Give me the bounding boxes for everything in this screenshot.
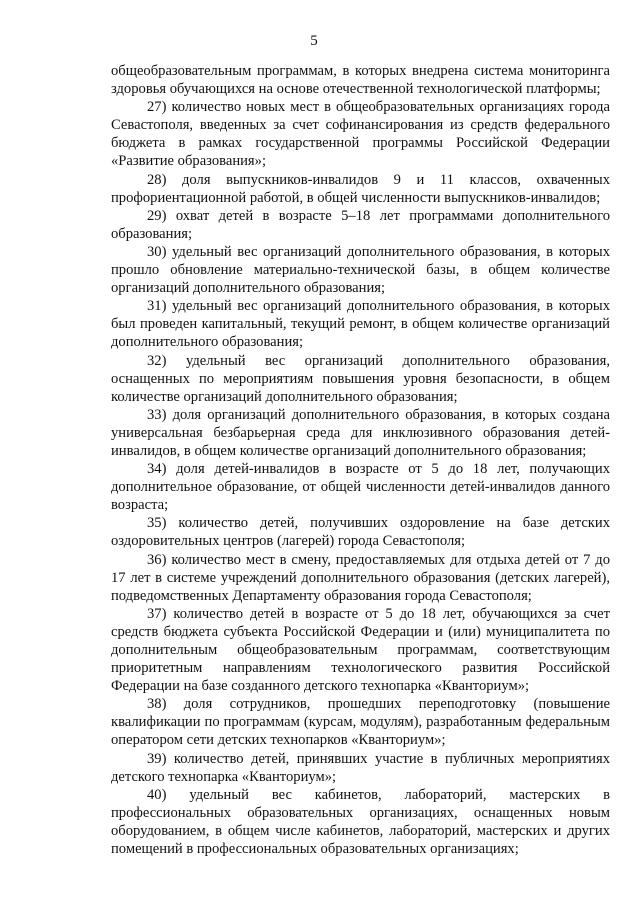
paragraph-item-30: 30) удельный вес организаций дополнительного образования, в которых прошло обновление материально-технической базы, в общем количестве организаций дополнительного образования;: [111, 243, 610, 297]
paragraph-item-27: 27) количество новых мест в общеобразовательных организациях города Севастополя, введенных за счет софинансирования из средств федерального бюджета в рамках государственной программы Российской Федерации «Развитие образования»;: [111, 99, 610, 170]
paragraph-item-39: 39) количество детей, принявших участие в публичных мероприятиях детского технопарка «Кванториум»;: [111, 750, 610, 785]
paragraph-item-33: 33) доля организаций дополнительного образования, в которых создана универсальная безбарьерная среда для инклюзивного образования детей-инвалидов, в общем количестве организаций дополнительного образования;: [111, 406, 610, 459]
paragraph-item-37: 37) количество детей в возрасте от 5 до 18 лет, обучающихся за счет средств бюджета субъекта Российской Федерации и (или) муниципалитета по дополнительным общеобразовательным программам, соответствующим приоритетным направлениям технологического развития Российской Федерации на базе созданного детского технопарка «Кванториум»;: [111, 605, 610, 695]
paragraph-item-34: 34) доля детей-инвалидов в возрасте от 5 до 18 лет, получающих дополнительное образование, от общей численности детей-инвалидов данного возраста;: [111, 461, 610, 514]
page-number: 5: [310, 33, 318, 49]
paragraph-item-36: 36) количество мест в смену, предоставляемых для отдыха детей от 7 до 17 лет в системе учреждений дополнительного образования (детских лагерей), подведомственных Департаменту образования города Севастополя;: [111, 551, 610, 604]
paragraph-item-31: 31) удельный вес организаций дополнительного образования, в которых был проведен капитальный, текущий ремонт, в общем количестве организаций дополнительного образования;: [111, 298, 610, 351]
paragraph-item-38: 38) доля сотрудников, прошедших переподготовку (повышение квалификации по программам (курсам, модулям), разработанным федеральным оператором сети детских технопарков «Кванториум»;: [111, 696, 610, 749]
paragraph-item-35: 35) количество детей, получивших оздоровление на базе детских оздоровительных центров (лагерей) города Севастополя;: [111, 515, 610, 550]
paragraph-item-40: 40) удельный вес кабинетов, лабораторий, мастерских в профессиональных образовательных организациях, оснащенных новым оборудованием, в общем числе кабинетов, лабораторий, мастерских и других помещений в профессиональных образовательных организациях;: [111, 786, 610, 858]
paragraph-item-29: 29) охват детей в возрасте 5–18 лет программами дополнительного образования;: [111, 207, 610, 242]
document-body: [111, 62, 610, 858]
paragraph-item-32: 32) удельный вес организаций дополнительного образования, оснащенных по мероприятиям повышения уровня безопасности, в общем количестве организаций дополнительного образования;: [111, 352, 610, 405]
paragraph-item-28: 28) доля выпускников-инвалидов 9 и 11 классов, охваченных профориентационной работой, в общей численности выпускников-инвалидов;: [111, 171, 610, 206]
paragraph-continuation: общеобразовательным программам, в которых внедрена система мониторинга здоровья обучающихся на основе отечественной технологической платформы;: [111, 63, 610, 98]
